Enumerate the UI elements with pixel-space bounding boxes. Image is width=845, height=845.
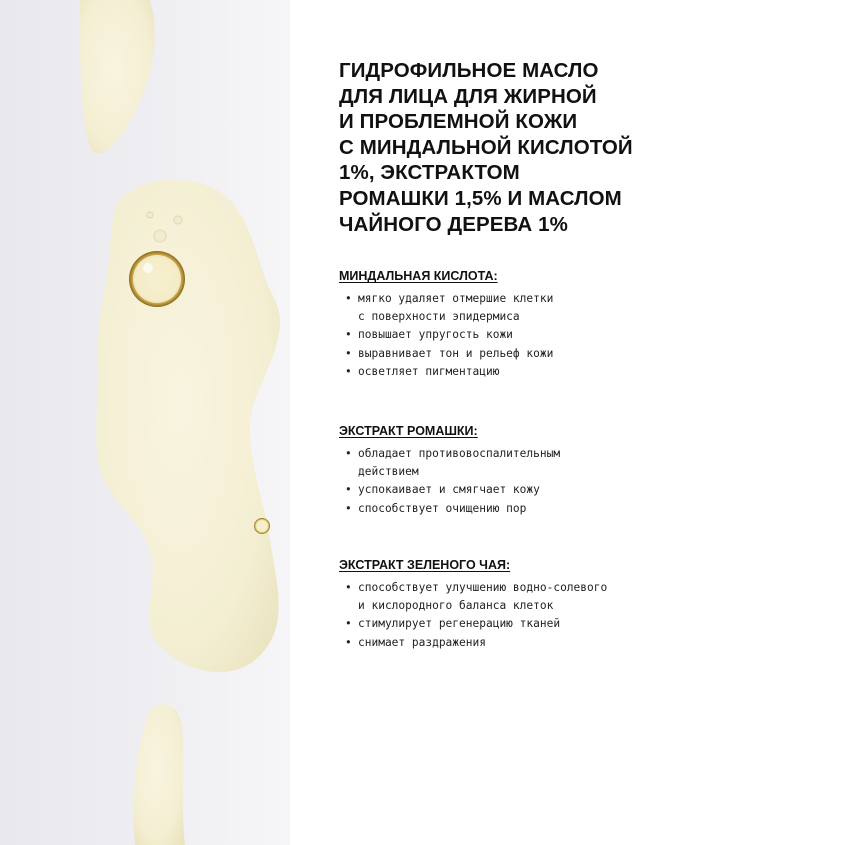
- product-title: [339, 58, 669, 237]
- section-chamomile-extract: [339, 424, 669, 518]
- list-item: [339, 326, 669, 344]
- benefit-list: [339, 445, 669, 518]
- list-item-text: способствует очищению пор: [358, 501, 527, 515]
- list-item-text: снимает раздражения: [358, 635, 486, 649]
- bullet-icon: •: [345, 364, 352, 378]
- list-item: [339, 634, 669, 652]
- list-item: [339, 500, 669, 518]
- bullet-icon: •: [345, 292, 352, 305]
- bullet-icon: •: [345, 447, 352, 460]
- list-item: [339, 579, 669, 615]
- list-item-text-continued: и кислородного баланса клеток: [358, 599, 554, 613]
- section-almond-acid: [339, 269, 669, 381]
- benefit-list: [339, 579, 669, 652]
- bullet-icon: •: [345, 328, 352, 342]
- section-heading: ЭКСТРАКТ РОМАШКИ:: [339, 424, 478, 438]
- list-item: [339, 481, 669, 499]
- title-line: ЧАЙНОГО ДЕРЕВА 1%: [339, 212, 568, 236]
- bullet-icon: •: [345, 501, 352, 515]
- bullet-icon: •: [345, 346, 352, 360]
- bullet-icon: •: [345, 617, 352, 631]
- list-item-text: способствует улучшению водно-солевого: [358, 581, 608, 594]
- list-item-text: повышает упругость кожи: [358, 328, 513, 342]
- list-item: [339, 615, 669, 633]
- title-line: И ПРОБЛЕМНОЙ КОЖИ: [339, 110, 578, 134]
- list-item: [339, 445, 669, 481]
- list-item-text-continued: действием: [358, 465, 419, 479]
- title-line: ГИДРОФИЛЬНОЕ МАСЛО: [339, 59, 599, 82]
- list-item-text: стимулирует регенерацию тканей: [358, 617, 561, 631]
- benefit-list: [339, 290, 669, 381]
- bullet-icon: •: [345, 635, 352, 649]
- title-line: РОМАШКИ 1,5% И МАСЛОМ: [339, 186, 622, 210]
- list-item-text: выравнивает тон и рельеф кожи: [358, 346, 554, 360]
- list-item: [339, 363, 669, 381]
- bullet-icon: •: [345, 483, 352, 497]
- section-green-tea-extract: [339, 558, 669, 652]
- list-item-text-continued: с поверхности эпидермиса: [358, 310, 520, 324]
- section-heading: МИНДАЛЬНАЯ КИСЛОТА:: [339, 269, 498, 283]
- list-item: [339, 290, 669, 326]
- section-heading: ЭКСТРАКТ ЗЕЛЕНОГО ЧАЯ:: [339, 558, 511, 572]
- oil-texture-image: [0, 0, 290, 845]
- list-item: [339, 345, 669, 363]
- title-line: 1%, ЭКСТРАКТОМ: [339, 161, 520, 185]
- list-item-text: успокаивает и смягчает кожу: [358, 483, 540, 497]
- list-item-text: осветляет пигментацию: [358, 364, 500, 378]
- title-line: ДЛЯ ЛИЦА ДЛЯ ЖИРНОЙ: [339, 84, 597, 108]
- bullet-icon: •: [345, 581, 352, 594]
- title-line: С МИНДАЛЬНОЙ КИСЛОТОЙ: [339, 135, 633, 159]
- list-item-text: мягко удаляет отмершие клетки: [358, 292, 554, 305]
- list-item-text: обладает противовоспалительным: [358, 447, 561, 460]
- oil-texture-illustration: [0, 0, 290, 845]
- text-column: [339, 58, 669, 649]
